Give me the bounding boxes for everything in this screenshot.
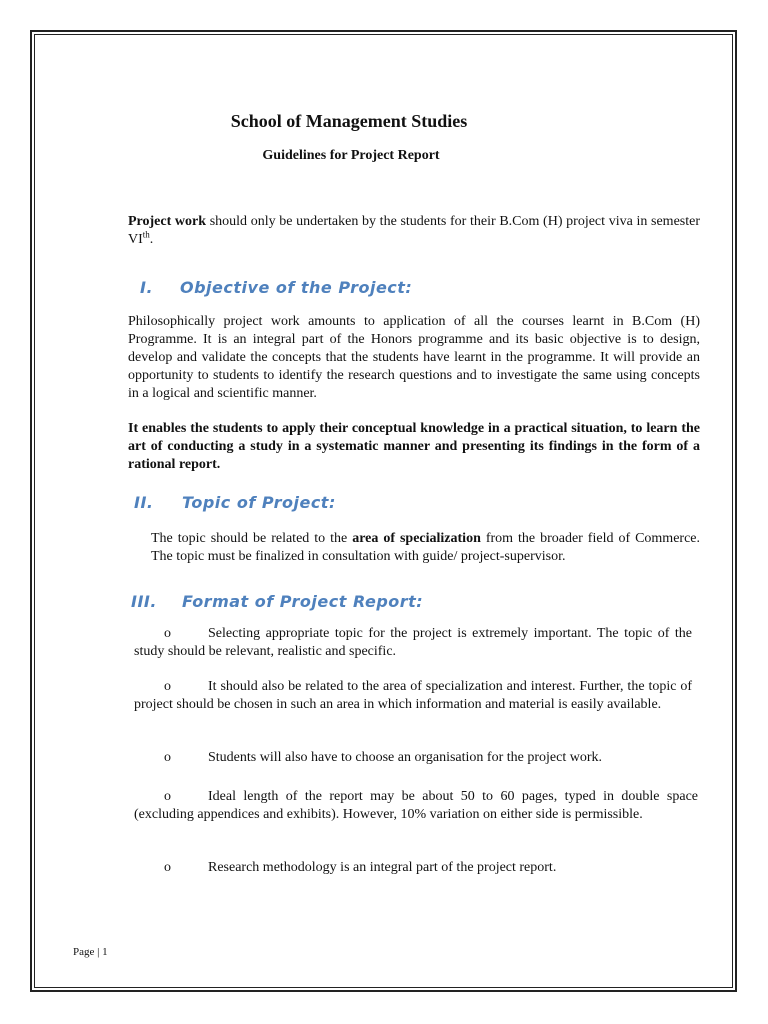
- bullet-item: [134, 859, 692, 877]
- section-1-heading: [140, 278, 412, 297]
- bullet-mark: o: [164, 789, 171, 804]
- bullet-text: Selecting appropriate topic for the project is extremely important. The topic of the study should be relevant, realistic and specific.: [134, 626, 692, 659]
- bullet-item: [134, 678, 692, 714]
- bullet-item: [134, 788, 698, 824]
- section-2-paragraph: [151, 530, 700, 566]
- bullet-mark: o: [164, 860, 171, 875]
- section-2-title: Topic of Project:: [182, 493, 336, 512]
- intro-bold-lead: Project work: [128, 214, 207, 229]
- bullet-text: Ideal length of the report may be about 50 to 60 pages, typed in double space (excluding appendices and exhibits). However, 10% variation on either side is permissible.: [134, 789, 698, 822]
- section-3-heading: [131, 592, 423, 611]
- section-2-numeral: II.: [134, 493, 154, 512]
- bullet-mark: o: [164, 750, 171, 765]
- bullet-mark: o: [164, 626, 171, 641]
- intro-superscript: th: [142, 229, 150, 240]
- section-1-bold-paragraph: It enables the students to apply their conceptual knowledge in a practical situation, to learn the art of conducting a study in a systematic manner and presenting its findings in the form of a rational report.: [128, 421, 700, 472]
- bullet-item: [134, 625, 692, 661]
- section-3-title: Format of Project Report:: [182, 592, 424, 611]
- bullet-text: Research methodology is an integral part of the project report.: [208, 860, 557, 875]
- bullet-text: Students will also have to choose an organisation for the project work.: [208, 750, 602, 765]
- bullet-text: It should also be related to the area of specialization and interest. Further, the topic of project should be chosen in such an area in which information and material is easily available.: [134, 679, 692, 712]
- intro-paragraph: [128, 213, 700, 249]
- section-2-heading: [134, 493, 336, 512]
- section-1-paragraph: Philosophically project work amounts to application of all the courses learnt in B.Com (H) Programme. It is an integral part of the Honors programme and its basic objective is to design, develop and validate the concepts that the students have learnt in the programme. It will provide an opportunity to students to identify the research questions and to investigate the same using concepts in a logical and scientific manner.: [128, 314, 700, 401]
- bullet-item: [134, 749, 692, 767]
- section-2-bold: area of specialization: [352, 531, 481, 546]
- section-2-text-before: The topic should be related to the: [151, 531, 353, 546]
- intro-end: .: [149, 232, 154, 247]
- section-2-text-after: from the broader field of Commerce. The topic must be finalized in consultation with guide/ project-supervisor.: [151, 531, 700, 564]
- intro-text: should only be undertaken by the students for their B.Com (H) project viva in semester VI: [128, 214, 701, 247]
- section-3-numeral: III.: [131, 592, 157, 611]
- document-title: School of Management Studies: [230, 111, 468, 131]
- section-1-title: Objective of the Project:: [180, 278, 413, 297]
- bullet-mark: o: [164, 679, 171, 694]
- document-subtitle: Guidelines for Project Report: [262, 148, 440, 163]
- section-1-numeral: I.: [140, 278, 154, 297]
- page-number: Page | 1: [73, 946, 108, 958]
